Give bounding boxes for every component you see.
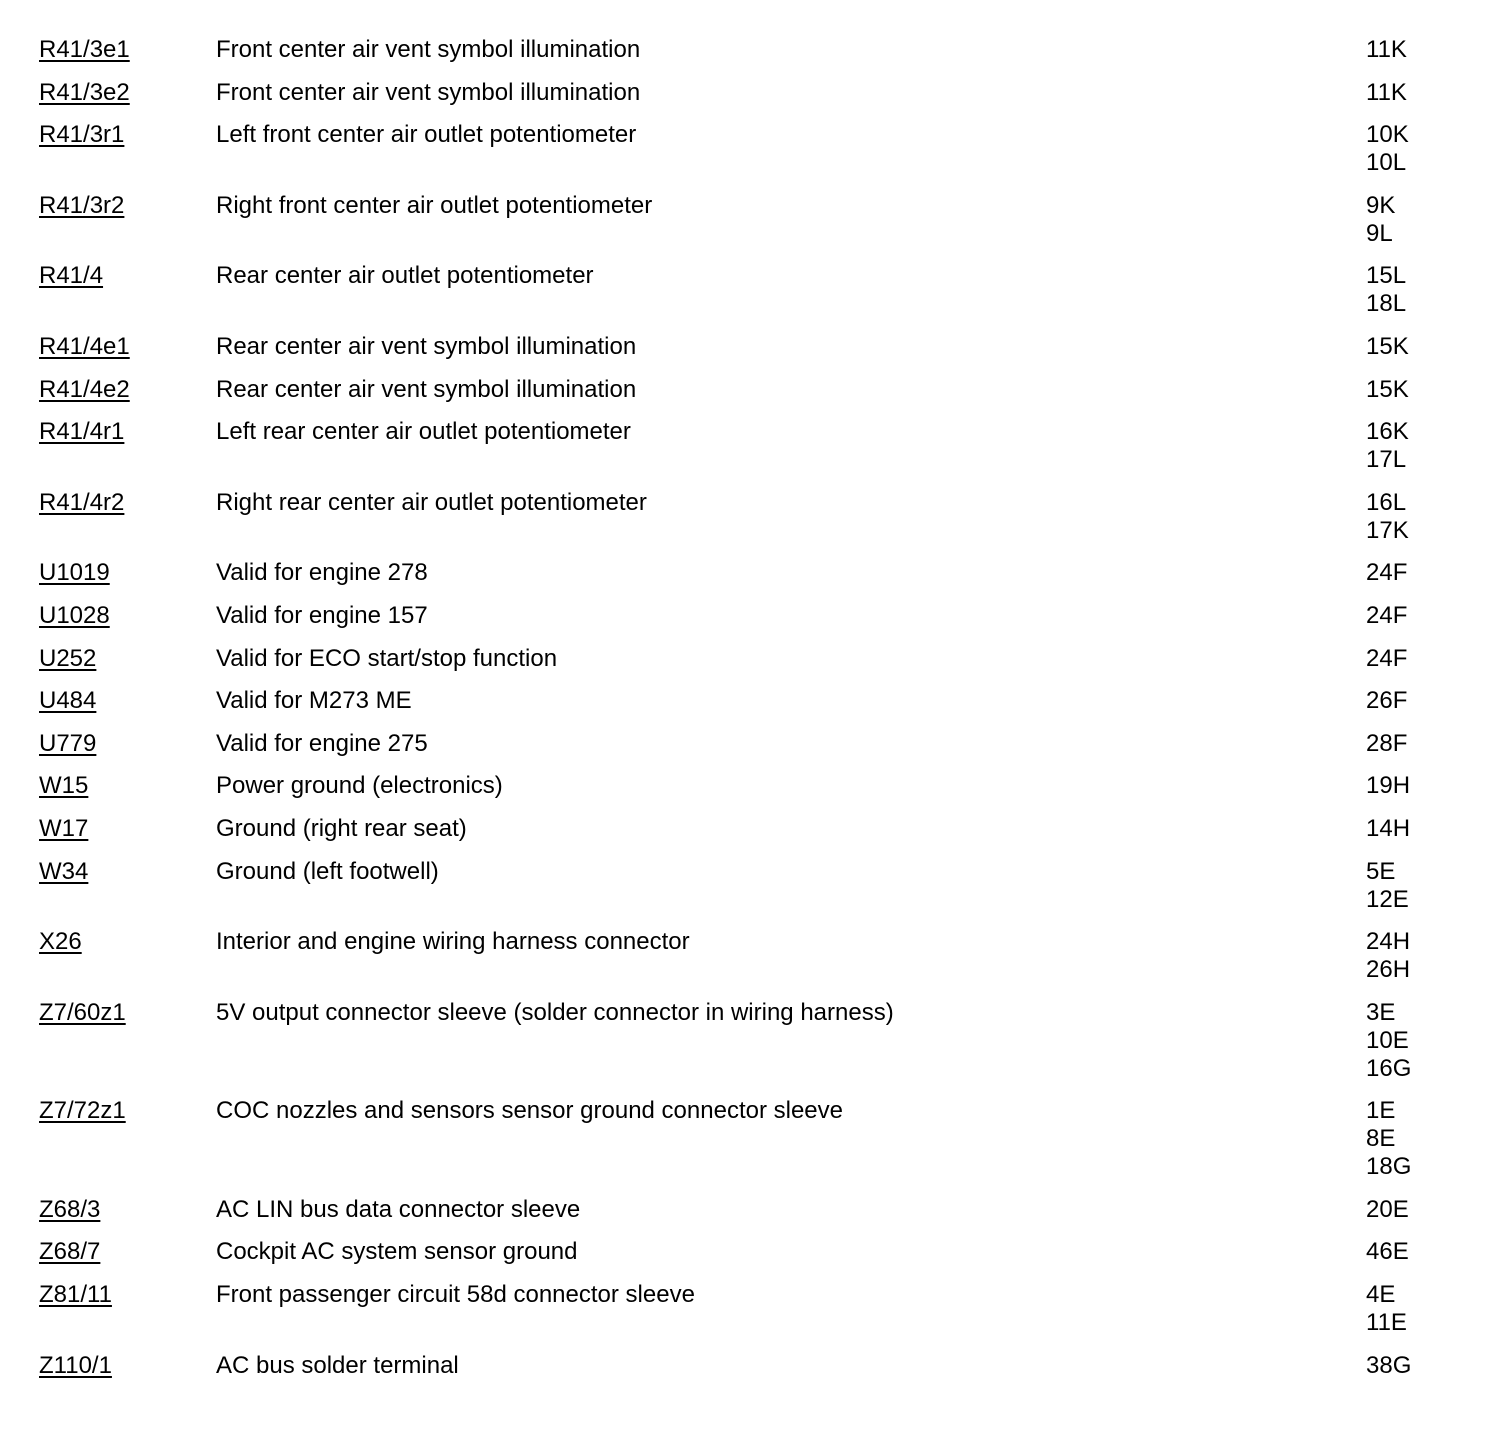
component-code-link[interactable]: R41/3r1 [39, 121, 125, 149]
component-description: Power ground (electronics) [216, 772, 503, 800]
grid-locations [1366, 1352, 1504, 1380]
legend-row [0, 1097, 1504, 1181]
component-description: Left front center air outlet potentiometer [216, 121, 637, 149]
component-description: COC nozzles and sensors sensor ground connector sleeve [216, 1097, 843, 1125]
grid-location: 9L [1366, 219, 1393, 247]
legend-row [0, 418, 1504, 474]
component-description: Right front center air outlet potentiometer [216, 191, 653, 219]
legend-row [0, 559, 1504, 587]
component-description: Valid for M273 ME [216, 687, 412, 715]
grid-location: 11K [1366, 78, 1407, 106]
component-description: Rear center air outlet potentiometer [216, 262, 594, 290]
grid-location: 19H [1366, 772, 1411, 800]
component-description: AC bus solder terminal [216, 1351, 459, 1379]
component-code-link[interactable]: U252 [39, 644, 97, 672]
grid-locations [1366, 418, 1504, 474]
component-description: Valid for ECO start/stop function [216, 644, 558, 672]
legend-row [0, 36, 1504, 64]
component-description: Right rear center air outlet potentiometer [216, 488, 647, 516]
component-code-link[interactable]: W34 [39, 857, 89, 885]
grid-location: 26H [1366, 956, 1411, 984]
legend-row [0, 730, 1504, 758]
grid-locations [1366, 559, 1504, 587]
grid-location: 46E [1366, 1238, 1409, 1266]
grid-location: 15K [1366, 332, 1409, 360]
grid-location: 11K [1366, 36, 1407, 63]
grid-locations [1366, 489, 1504, 545]
component-code-link[interactable]: Z7/72z1 [39, 1097, 126, 1125]
component-code-link[interactable]: X26 [39, 928, 82, 956]
component-code-link[interactable]: U1019 [39, 559, 110, 587]
grid-locations [1366, 602, 1504, 630]
legend-row [0, 121, 1504, 177]
grid-locations [1366, 687, 1504, 715]
component-code-link[interactable]: Z110/1 [39, 1351, 112, 1379]
component-description: 5V output connector sleeve (solder connector in wiring harness) [216, 998, 894, 1026]
grid-locations [1366, 815, 1504, 843]
grid-location: 17K [1366, 516, 1409, 544]
legend-row [0, 645, 1504, 673]
component-code-link[interactable]: W17 [39, 814, 89, 842]
component-legend [0, 36, 1504, 1394]
legend-row [0, 1352, 1504, 1380]
grid-location: 4E [1366, 1281, 1396, 1309]
grid-locations [1366, 376, 1504, 404]
component-description: Valid for engine 275 [216, 729, 428, 757]
grid-locations [1366, 262, 1504, 318]
grid-location: 16G [1366, 1054, 1412, 1082]
component-description: Front center air vent symbol illumination [216, 36, 641, 63]
legend-row [0, 687, 1504, 715]
grid-locations [1366, 192, 1504, 248]
component-code-link[interactable]: R41/3r2 [39, 191, 125, 219]
component-description: Ground (left footwell) [216, 857, 439, 885]
legend-row [0, 1238, 1504, 1266]
component-code-link[interactable]: R41/3e2 [39, 78, 130, 106]
grid-location: 12E [1366, 885, 1409, 913]
grid-location: 14H [1366, 814, 1411, 842]
grid-location: 5E [1366, 857, 1396, 885]
component-description: Left rear center air outlet potentiometer [216, 418, 631, 446]
grid-location: 10K [1366, 121, 1409, 149]
component-code-link[interactable]: U484 [39, 687, 97, 715]
component-code-link[interactable]: Z7/60z1 [39, 998, 126, 1026]
legend-row [0, 999, 1504, 1083]
grid-locations [1366, 1196, 1504, 1224]
component-code-link[interactable]: R41/4r1 [39, 418, 125, 446]
grid-locations [1366, 333, 1504, 361]
grid-location: 24F [1366, 644, 1408, 672]
legend-row [0, 333, 1504, 361]
component-code-link[interactable]: U1028 [39, 601, 110, 629]
legend-row [0, 858, 1504, 914]
legend-row [0, 262, 1504, 318]
component-description: Cockpit AC system sensor ground [216, 1238, 578, 1266]
grid-location: 1E [1366, 1097, 1396, 1125]
grid-location: 20E [1366, 1195, 1409, 1223]
grid-location: 9K [1366, 191, 1396, 219]
component-description: Front center air vent symbol illumination [216, 78, 641, 106]
grid-location: 18G [1366, 1153, 1412, 1181]
component-description: Front passenger circuit 58d connector sleeve [216, 1281, 695, 1309]
grid-location: 11E [1366, 1309, 1407, 1337]
component-code-link[interactable]: R41/4e1 [39, 332, 130, 360]
grid-location: 38G [1366, 1351, 1412, 1379]
component-code-link[interactable]: Z81/11 [39, 1281, 112, 1309]
component-description: Interior and engine wiring harness connector [216, 928, 690, 956]
component-description: Rear center air vent symbol illumination [216, 375, 637, 403]
component-code-link[interactable]: R41/4r2 [39, 488, 125, 516]
legend-row [0, 489, 1504, 545]
grid-location: 16L [1366, 488, 1407, 516]
component-code-link[interactable]: Z68/7 [39, 1238, 101, 1266]
grid-locations [1366, 79, 1504, 107]
grid-locations [1366, 858, 1504, 914]
component-description: AC LIN bus data connector sleeve [216, 1195, 581, 1223]
grid-location: 26F [1366, 687, 1408, 715]
grid-locations [1366, 36, 1504, 64]
legend-row [0, 376, 1504, 404]
grid-locations [1366, 772, 1504, 800]
grid-location: 16K [1366, 418, 1409, 446]
grid-location: 15L [1366, 262, 1407, 290]
grid-locations [1366, 121, 1504, 177]
grid-location: 10E [1366, 1026, 1409, 1054]
grid-locations [1366, 1281, 1504, 1337]
component-code-link[interactable]: R41/4 [39, 262, 104, 290]
legend-row [0, 192, 1504, 248]
grid-location: 10L [1366, 149, 1407, 177]
grid-location: 24F [1366, 559, 1408, 587]
legend-row [0, 1196, 1504, 1224]
component-code-link[interactable]: Z68/3 [39, 1195, 101, 1223]
grid-locations [1366, 730, 1504, 758]
grid-locations [1366, 999, 1504, 1083]
grid-location: 18L [1366, 290, 1407, 318]
grid-locations [1366, 1238, 1504, 1266]
grid-location: 17L [1366, 446, 1407, 474]
grid-location: 24F [1366, 601, 1408, 629]
grid-location: 3E [1366, 998, 1396, 1026]
legend-row [0, 928, 1504, 984]
component-description: Ground (right rear seat) [216, 814, 467, 842]
legend-row [0, 1281, 1504, 1337]
legend-row [0, 772, 1504, 800]
component-description: Rear center air vent symbol illumination [216, 332, 637, 360]
component-code-link[interactable]: R41/3e1 [39, 36, 130, 63]
component-code-link[interactable]: U779 [39, 729, 97, 757]
legend-row [0, 602, 1504, 630]
component-code-link[interactable]: W15 [39, 772, 89, 800]
legend-row [0, 815, 1504, 843]
grid-location: 8E [1366, 1125, 1396, 1153]
component-description: Valid for engine 157 [216, 601, 428, 629]
grid-location: 15K [1366, 375, 1409, 403]
component-description: Valid for engine 278 [216, 559, 428, 587]
grid-locations [1366, 645, 1504, 673]
legend-row [0, 79, 1504, 107]
component-code-link[interactable]: R41/4e2 [39, 375, 130, 403]
grid-locations [1366, 928, 1504, 984]
grid-locations [1366, 1097, 1504, 1181]
grid-location: 28F [1366, 729, 1408, 757]
grid-location: 24H [1366, 928, 1411, 956]
